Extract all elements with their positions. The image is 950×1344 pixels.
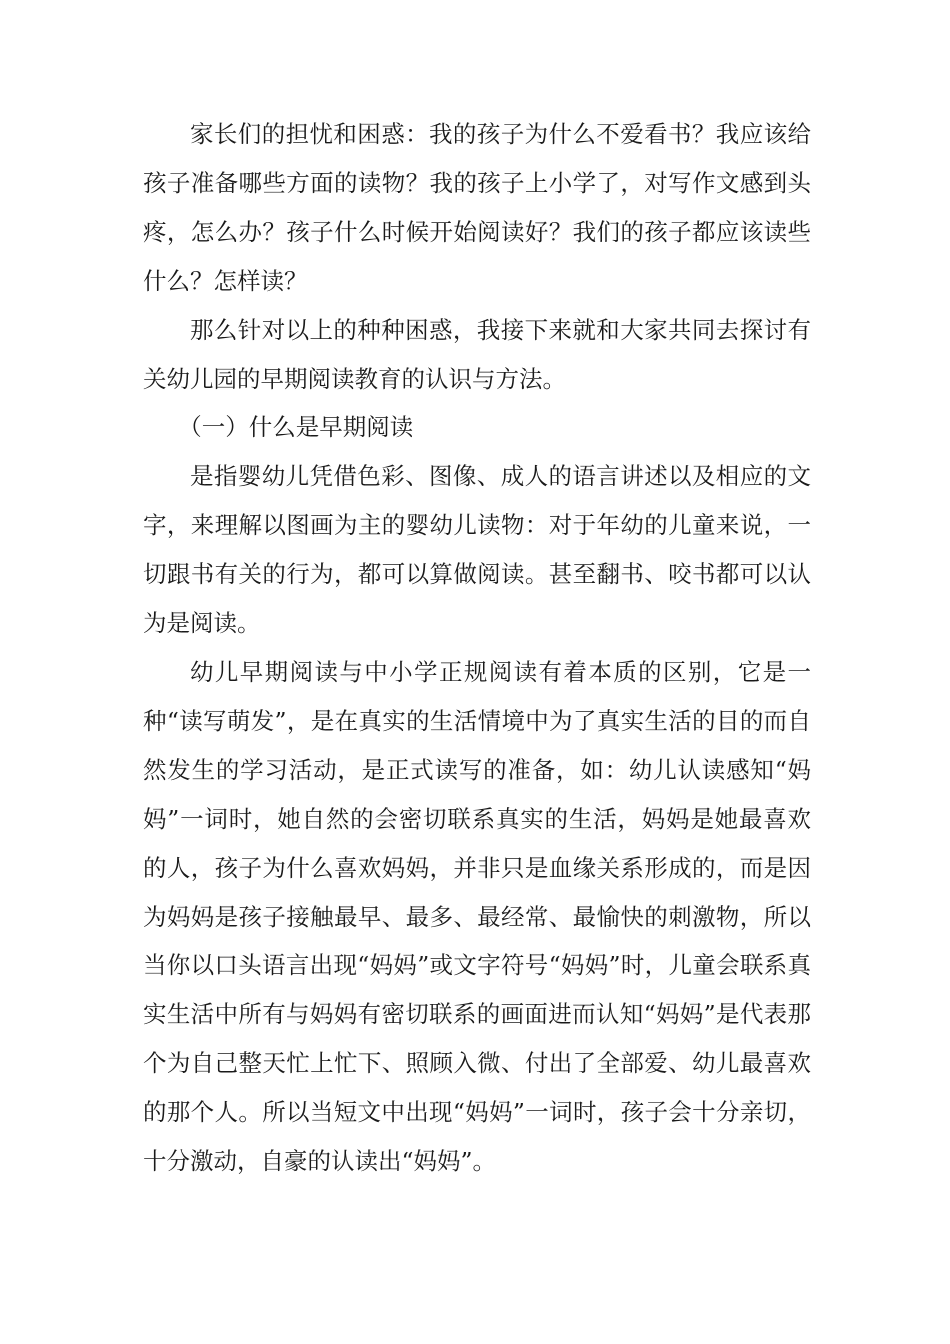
paragraph-introduction: 那么针对以上的种种困惑，我接下来就和大家共同去探讨有关幼儿园的早期阅读教育的认识与方法。 (143, 315, 811, 393)
section-heading-early-reading: （一）什么是早期阅读 (178, 413, 414, 442)
paragraph-mama-example: 幼儿早期阅读与中小学正规阅读有着本质的区别，它是一种“读写萌发”，是在真实的生活情境中为了真实生活的目的而自然发生的学习活动，是正式读写的准备，如：幼儿认读感知“妈妈”一词时，她自然的会密切联系真实的生活，妈妈是她最喜欢的人，孩子为什么喜欢妈妈，并非只是血缘关系形成的，而是因为妈妈是孩子接触最早、最多、最经常、最愉快的刺激物，所以当你以口头语言出现“妈妈”或文字符号“妈妈”时，儿童会联系真实生活中所有与妈妈有密切联系的画面进而认知“妈妈”是代表那个为自己整天忙上忙下、照顾入微、付出了全部爱、幼儿最喜欢的那个人。所以当短文中出现“妈妈”一词时，孩子会十分亲切，十分激动，自豪的认读出“妈妈”。 (143, 657, 811, 1176)
paragraph-definition: 是指婴幼儿凭借色彩、图像、成人的语言讲述以及相应的文字，来理解以图画为主的婴幼儿读物：对于年幼的儿童来说，一切跟书有关的行为，都可以算做阅读。甚至翻书、咬书都可以认为是阅读。 (143, 462, 811, 638)
document-body (143, 110, 811, 1186)
paragraph-parent-concerns: 家长们的担忧和困惑：我的孩子为什么不爱看书？我应该给孩子准备哪些方面的读物？我的孩子上小学了，对写作文感到头疼，怎么办？孩子什么时候开始阅读好？我们的孩子都应该读些什么？怎样读？ (143, 120, 811, 295)
